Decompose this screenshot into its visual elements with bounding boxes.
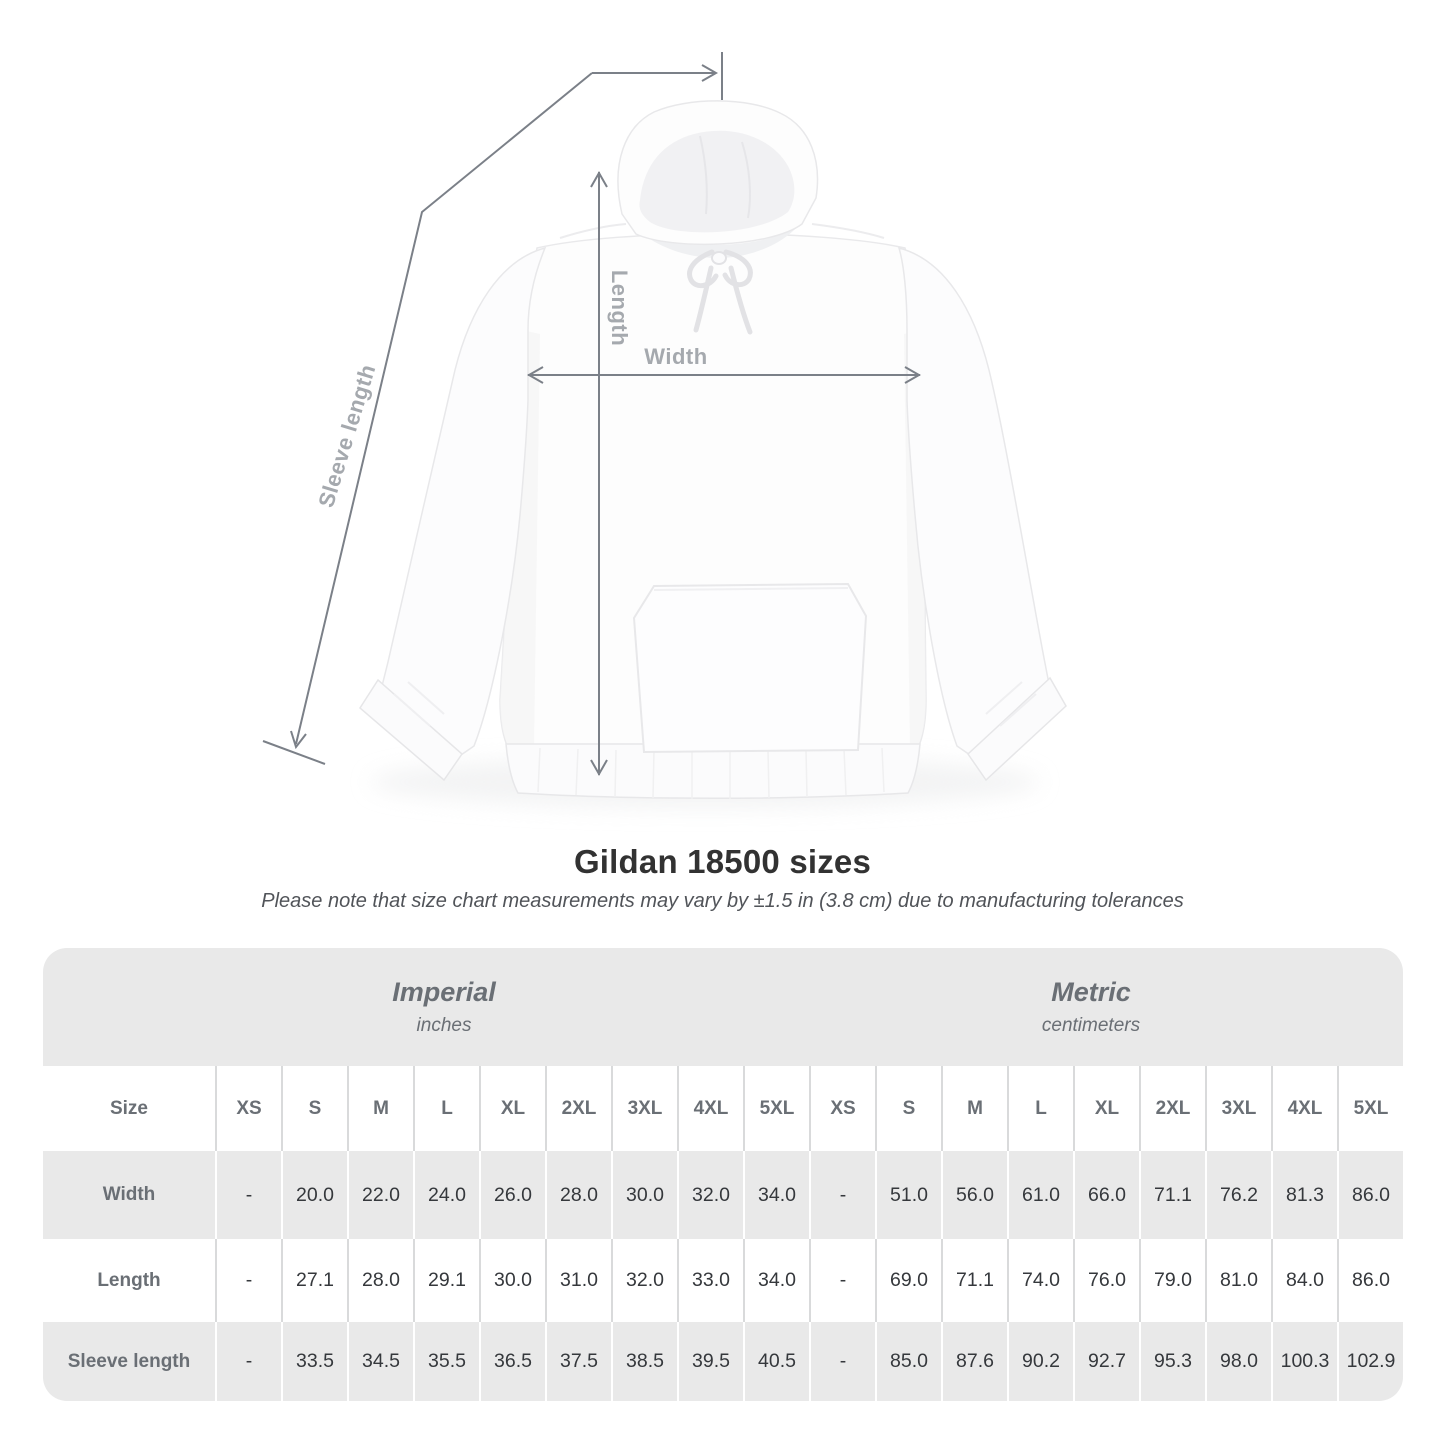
value-length-metric-s: 69.0 xyxy=(875,1239,941,1322)
value-length-imperial-l: 29.1 xyxy=(413,1239,479,1322)
value-length-imperial-2xl: 31.0 xyxy=(545,1239,611,1322)
size-header-metric-xs: XS xyxy=(809,1066,875,1151)
value-sleeve-length-imperial-2xl: 37.5 xyxy=(545,1322,611,1401)
section-title-imperial: Imperial xyxy=(392,977,496,1007)
section-title-metric: Metric xyxy=(1051,977,1131,1007)
value-length-metric-5xl: 86.0 xyxy=(1337,1239,1403,1322)
value-width-metric-3xl: 76.2 xyxy=(1205,1151,1271,1239)
section-header-imperial xyxy=(43,948,809,1066)
drawstring-knot xyxy=(712,252,726,264)
size-header-imperial-3xl: 3XL xyxy=(611,1066,677,1151)
value-sleeve-length-metric-2xl: 95.3 xyxy=(1139,1322,1205,1401)
value-sleeve-length-metric-4xl: 100.3 xyxy=(1271,1322,1337,1401)
value-length-imperial-4xl: 33.0 xyxy=(677,1239,743,1322)
value-length-metric-m: 71.1 xyxy=(941,1239,1007,1322)
width-label: Width xyxy=(644,344,708,369)
row-label-width: Width xyxy=(43,1151,215,1239)
value-sleeve-length-metric-l: 90.2 xyxy=(1007,1322,1073,1401)
sleeve-length-label: Sleeve length xyxy=(313,361,381,511)
value-sleeve-length-imperial-xs: - xyxy=(215,1322,281,1401)
size-header-imperial-m: M xyxy=(347,1066,413,1151)
value-length-metric-2xl: 79.0 xyxy=(1139,1239,1205,1322)
tolerance-note: Please note that size chart measurements may vary by ±1.5 in (3.8 cm) due to manufacturing tolerances xyxy=(261,890,1184,912)
value-length-imperial-m: 28.0 xyxy=(347,1239,413,1322)
size-header-imperial-xl: XL xyxy=(479,1066,545,1151)
value-length-imperial-3xl: 32.0 xyxy=(611,1239,677,1322)
value-length-imperial-5xl: 34.0 xyxy=(743,1239,809,1322)
value-width-metric-5xl: 86.0 xyxy=(1337,1151,1403,1239)
value-width-metric-s: 51.0 xyxy=(875,1151,941,1239)
size-column-header: Size xyxy=(43,1066,215,1151)
value-length-imperial-s: 27.1 xyxy=(281,1239,347,1322)
size-header-imperial-2xl: 2XL xyxy=(545,1066,611,1151)
value-sleeve-length-imperial-m: 34.5 xyxy=(347,1322,413,1401)
value-width-metric-4xl: 81.3 xyxy=(1271,1151,1337,1239)
value-width-imperial-m: 22.0 xyxy=(347,1151,413,1239)
value-width-imperial-4xl: 32.0 xyxy=(677,1151,743,1239)
value-length-metric-3xl: 81.0 xyxy=(1205,1239,1271,1322)
row-label-length: Length xyxy=(43,1239,215,1322)
value-sleeve-length-imperial-5xl: 40.5 xyxy=(743,1322,809,1401)
section-unit-centimeters: centimeters xyxy=(1041,1015,1141,1036)
section-header-metric xyxy=(809,948,1403,1066)
value-width-metric-xl: 66.0 xyxy=(1073,1151,1139,1239)
row-label-sleeve-length: Sleeve length xyxy=(43,1322,215,1401)
value-sleeve-length-metric-xl: 92.7 xyxy=(1073,1322,1139,1401)
value-sleeve-length-imperial-4xl: 39.5 xyxy=(677,1322,743,1401)
value-width-imperial-l: 24.0 xyxy=(413,1151,479,1239)
value-length-metric-xl: 76.0 xyxy=(1073,1239,1139,1322)
size-header-metric-3xl: 3XL xyxy=(1205,1066,1271,1151)
size-header-metric-4xl: 4XL xyxy=(1271,1066,1337,1151)
value-length-imperial-xl: 30.0 xyxy=(479,1239,545,1322)
page-title: Gildan 18500 sizes xyxy=(573,843,872,880)
section-unit-inches: inches xyxy=(416,1015,472,1036)
kangaroo-pocket xyxy=(634,584,866,752)
value-width-imperial-s: 20.0 xyxy=(281,1151,347,1239)
value-width-imperial-xs: - xyxy=(215,1151,281,1239)
value-length-metric-4xl: 84.0 xyxy=(1271,1239,1337,1322)
size-header-imperial-4xl: 4XL xyxy=(677,1066,743,1151)
value-sleeve-length-imperial-l: 35.5 xyxy=(413,1322,479,1401)
length-label: Length xyxy=(607,269,632,347)
value-sleeve-length-metric-5xl: 102.9 xyxy=(1337,1322,1403,1401)
value-sleeve-length-metric-s: 85.0 xyxy=(875,1322,941,1401)
size-header-metric-m: M xyxy=(941,1066,1007,1151)
size-header-imperial-s: S xyxy=(281,1066,347,1151)
size-header-imperial-xs: XS xyxy=(215,1066,281,1151)
size-header-metric-5xl: 5XL xyxy=(1337,1066,1403,1151)
value-width-imperial-xl: 26.0 xyxy=(479,1151,545,1239)
value-sleeve-length-metric-xs: - xyxy=(809,1322,875,1401)
value-sleeve-length-imperial-s: 33.5 xyxy=(281,1322,347,1401)
value-length-metric-l: 74.0 xyxy=(1007,1239,1073,1322)
size-header-imperial-5xl: 5XL xyxy=(743,1066,809,1151)
size-table xyxy=(43,948,1403,1401)
value-width-imperial-3xl: 30.0 xyxy=(611,1151,677,1239)
value-sleeve-length-metric-3xl: 98.0 xyxy=(1205,1322,1271,1401)
value-length-imperial-xs: - xyxy=(215,1239,281,1322)
hood xyxy=(560,101,884,258)
size-header-metric-2xl: 2XL xyxy=(1139,1066,1205,1151)
size-header-metric-s: S xyxy=(875,1066,941,1151)
value-sleeve-length-imperial-3xl: 38.5 xyxy=(611,1322,677,1401)
value-sleeve-length-metric-m: 87.6 xyxy=(941,1322,1007,1401)
value-width-metric-l: 61.0 xyxy=(1007,1151,1073,1239)
size-header-metric-l: L xyxy=(1007,1066,1073,1151)
size-header-metric-xl: XL xyxy=(1073,1066,1139,1151)
value-width-metric-xs: - xyxy=(809,1151,875,1239)
title-block xyxy=(0,843,1445,913)
value-width-imperial-2xl: 28.0 xyxy=(545,1151,611,1239)
value-sleeve-length-imperial-xl: 36.5 xyxy=(479,1322,545,1401)
value-width-imperial-5xl: 34.0 xyxy=(743,1151,809,1239)
value-width-metric-2xl: 71.1 xyxy=(1139,1151,1205,1239)
value-width-metric-m: 56.0 xyxy=(941,1151,1007,1239)
size-header-imperial-l: L xyxy=(413,1066,479,1151)
value-length-metric-xs: - xyxy=(809,1239,875,1322)
